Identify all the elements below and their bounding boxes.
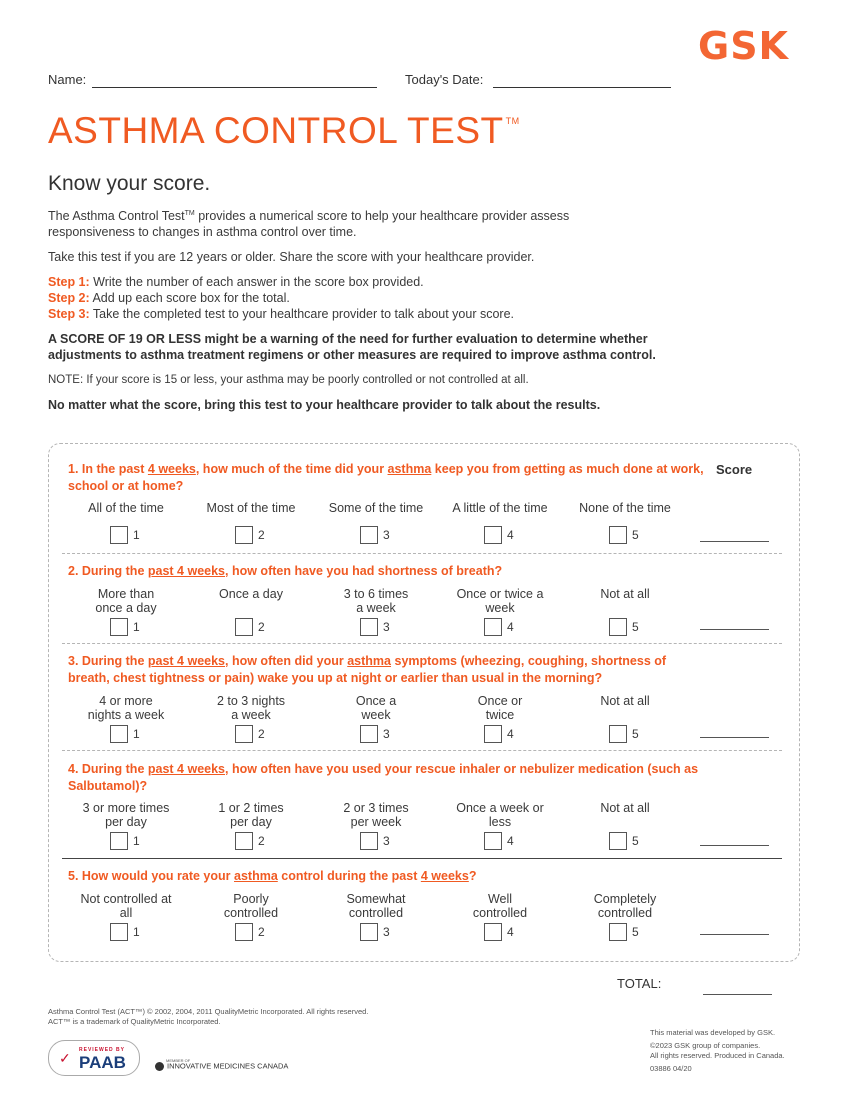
answer-value: 2 — [258, 727, 265, 741]
answer-option: None of the time — [579, 501, 671, 515]
answer-option: Poorly controlled — [223, 892, 279, 920]
question-text: 5. How would you rate your asthma control during the past 4 weeks? — [68, 869, 477, 883]
answer-value: 3 — [383, 528, 390, 542]
answer-checkbox[interactable] — [360, 923, 378, 941]
answer-checkbox[interactable] — [235, 832, 253, 850]
answer-option: 1 or 2 times per day — [218, 801, 284, 829]
answer-checkbox[interactable] — [360, 832, 378, 850]
score-box[interactable] — [700, 845, 769, 846]
answer-value: 4 — [507, 727, 514, 741]
question-divider — [62, 858, 782, 859]
answer-option: Most of the time — [206, 501, 296, 515]
answer-value: 5 — [632, 727, 639, 741]
answer-option: 3 or more times per day — [82, 801, 170, 829]
intro-text — [48, 206, 808, 422]
answer-value: 1 — [133, 620, 140, 634]
answer-option: 2 or 3 times per week — [343, 801, 409, 829]
question-divider — [62, 553, 782, 554]
answer-checkbox[interactable] — [484, 618, 502, 636]
score-column-header: Score — [716, 462, 753, 477]
answer-option: Once a day — [219, 587, 283, 601]
answer-checkbox[interactable] — [484, 832, 502, 850]
answer-checkbox[interactable] — [609, 618, 627, 636]
answer-value: 3 — [383, 727, 390, 741]
answer-value: 5 — [632, 834, 639, 848]
answer-checkbox[interactable] — [110, 526, 128, 544]
total-label: TOTAL: — [617, 976, 662, 991]
answer-value: 2 — [258, 834, 265, 848]
page-subtitle: Know your score. — [48, 172, 211, 195]
score-box[interactable] — [700, 737, 769, 738]
answer-checkbox[interactable] — [484, 923, 502, 941]
page-title: ASTHMA CONTROL TEST ™ — [48, 110, 520, 151]
answer-option: Not controlled at all — [80, 892, 172, 920]
answer-checkbox[interactable] — [235, 618, 253, 636]
answer-value: 2 — [258, 528, 265, 542]
answer-value: 1 — [133, 528, 140, 542]
answer-checkbox[interactable] — [235, 526, 253, 544]
score-note: NOTE: If your score is 15 or less, your asthma may be poorly controlled or not controlled at all. — [48, 374, 529, 387]
score-box[interactable] — [700, 629, 769, 630]
answer-value: 2 — [258, 620, 265, 634]
answer-value: 4 — [507, 925, 514, 939]
answer-value: 2 — [258, 925, 265, 939]
answer-option: Once a week — [355, 694, 397, 722]
answer-value: 4 — [507, 834, 514, 848]
answer-option: Once or twice — [477, 694, 523, 722]
answer-checkbox[interactable] — [609, 725, 627, 743]
answer-value: 3 — [383, 834, 390, 848]
answer-value: 3 — [383, 925, 390, 939]
answer-option: Some of the time — [328, 501, 424, 515]
gsk-logo: GSK — [698, 24, 790, 68]
answer-checkbox[interactable] — [360, 618, 378, 636]
answer-option: Completely controlled — [593, 892, 657, 920]
steps: Step 1: Write the number of each answer in the score box provided. Step 2: Add up each score box for the total. Step 3: Take the completed test to your healthcare provider to talk about your score. — [48, 275, 514, 322]
name-field[interactable] — [92, 87, 377, 88]
answer-value: 1 — [133, 727, 140, 741]
answer-option: Somewhat controlled — [346, 892, 406, 920]
answer-checkbox[interactable] — [235, 923, 253, 941]
closing-note: No matter what the score, bring this test to your healthcare provider to talk about the results. — [48, 398, 601, 413]
answer-option: Once or twice a week — [456, 587, 544, 615]
trademark-mark: TM — [505, 116, 520, 126]
total-score-box[interactable] — [703, 994, 772, 995]
question-text: 1. In the past 4 weeks, how much of the time did your asthma keep you from getting as much done at work, school or at home? — [68, 462, 704, 493]
name-label: Name: — [48, 72, 87, 87]
answer-value: 4 — [507, 528, 514, 542]
answer-value: 4 — [507, 620, 514, 634]
imc-logo: MEMBER OF INNOVATIVE MEDICINES CANADA — [155, 1061, 288, 1071]
answer-option: A little of the time — [452, 501, 548, 515]
score-box[interactable] — [700, 934, 769, 935]
answer-checkbox[interactable] — [609, 923, 627, 941]
answer-option: Not at all — [600, 694, 650, 708]
answer-option: Not at all — [600, 587, 650, 601]
question-divider — [62, 750, 782, 751]
answer-option: Well controlled — [472, 892, 528, 920]
intro-paragraph: The Asthma Control Test™ provides a numerical score to help your healthcare provider assess responsiveness to changes in asthma control over time. — [48, 209, 570, 240]
answer-option: More than once a day — [95, 587, 157, 615]
answer-value: 5 — [632, 620, 639, 634]
answer-value: 1 — [133, 925, 140, 939]
answer-checkbox[interactable] — [484, 725, 502, 743]
answer-checkbox[interactable] — [609, 832, 627, 850]
answer-checkbox[interactable] — [110, 923, 128, 941]
imc-icon — [155, 1062, 164, 1071]
question-divider — [62, 643, 782, 644]
question-text: 2. During the past 4 weeks, how often have you had shortness of breath? — [68, 564, 503, 578]
score-warning: A SCORE OF 19 OR LESS might be a warning of the need for further evaluation to determine whether adjustments to asthma treatment regimens or other measures are required to improve asthma control. — [48, 332, 656, 363]
date-field[interactable] — [493, 87, 671, 88]
answer-value: 5 — [632, 925, 639, 939]
answer-checkbox[interactable] — [360, 526, 378, 544]
answer-value: 5 — [632, 528, 639, 542]
age-note: Take this test if you are 12 years or older. Share the score with your healthcare provider. — [48, 250, 535, 265]
score-box[interactable] — [700, 541, 769, 542]
answer-value: 1 — [133, 834, 140, 848]
answer-checkbox[interactable] — [110, 725, 128, 743]
maple-leaf-icon: ✓ — [59, 1050, 71, 1066]
answer-checkbox[interactable] — [360, 725, 378, 743]
answer-checkbox[interactable] — [484, 526, 502, 544]
answer-checkbox[interactable] — [609, 526, 627, 544]
answer-option: 3 to 6 times a week — [343, 587, 409, 615]
answer-option: All of the time — [88, 501, 164, 515]
answer-checkbox[interactable] — [110, 832, 128, 850]
answer-checkbox[interactable] — [235, 725, 253, 743]
answer-value: 3 — [383, 620, 390, 634]
answer-option: Not at all — [600, 801, 650, 815]
copyright-notice: Asthma Control Test (ACT™) © 2002, 2004, 2011 QualityMetric Incorporated. All rights reserved. ACT™ is a trademark of QualityMetric Incorporated. — [48, 1007, 369, 1026]
answer-checkbox[interactable] — [110, 618, 128, 636]
paab-badge: ✓ REVIEWED BY PAAB — [48, 1040, 140, 1076]
question-text: 3. During the past 4 weeks, how often did your asthma symptoms (wheezing, coughing, shortness of breath, chest tightness or pain) wake you up at night or earlier than usual in the morning? — [68, 654, 667, 685]
answer-option: Once a week or less — [456, 801, 544, 829]
production-note: This material was developed by GSK. ©2023 GSK group of companies. All rights reserved. Produced in Canada. 03886 04/20 — [650, 1028, 785, 1073]
question-text: 4. During the past 4 weeks, how often have you used your rescue inhaler or nebulizer medication (such as Salbutamol)? — [68, 762, 699, 793]
answer-option: 2 to 3 nights a week — [216, 694, 286, 722]
answer-option: 4 or more nights a week — [87, 694, 165, 722]
date-label: Today's Date: — [405, 72, 484, 87]
